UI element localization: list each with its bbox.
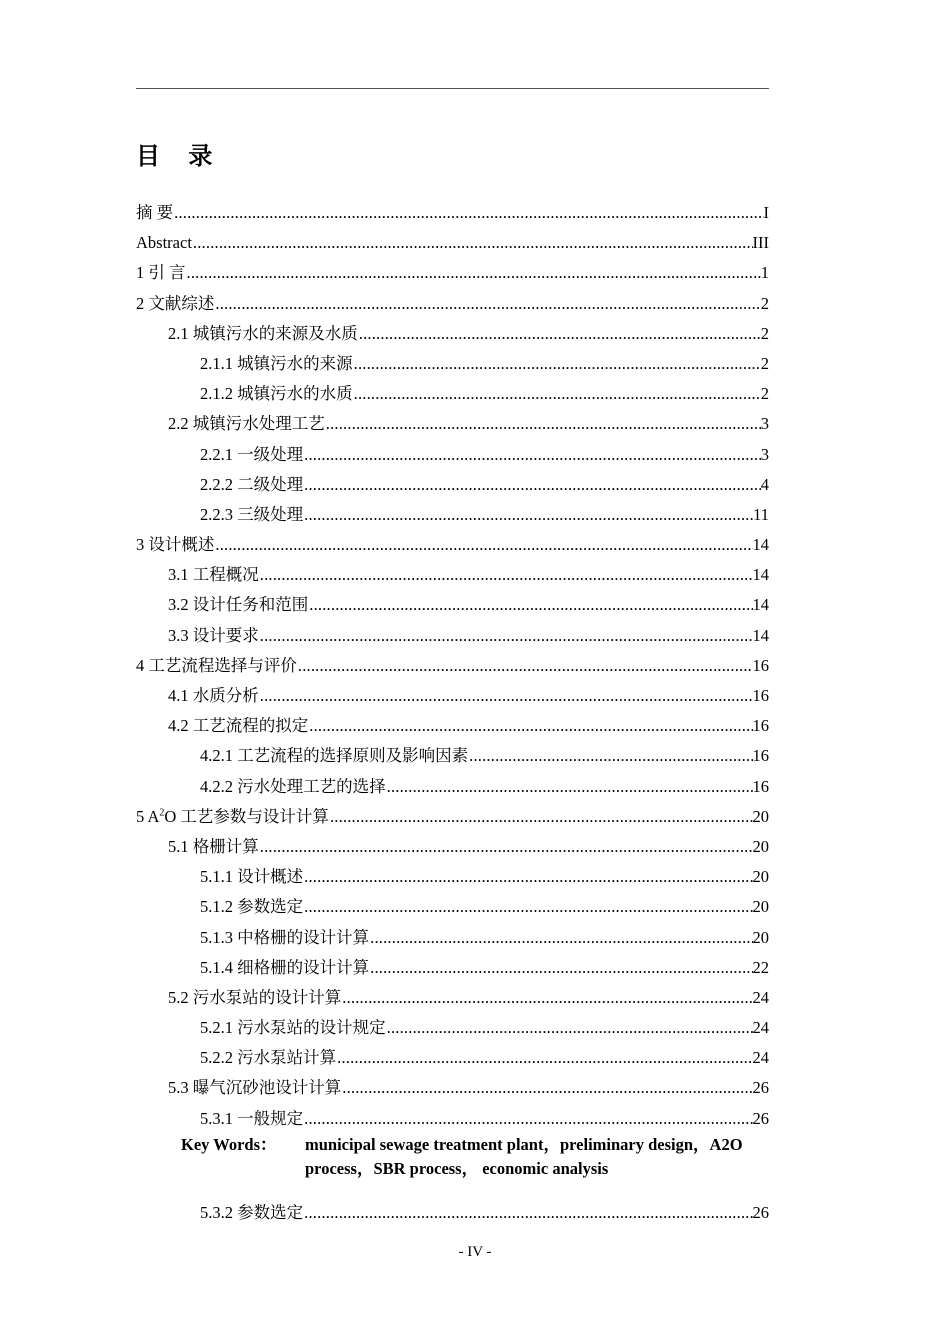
toc-page-number: III: [752, 233, 769, 253]
toc-entry[interactable]: [136, 379, 769, 409]
keywords-line-1: municipal sewage treatment plant，preliminary design，A2O: [305, 1135, 743, 1154]
toc-dot-leader: [215, 289, 760, 319]
toc-page-number: 14: [752, 625, 769, 645]
toc-page-number: 14: [752, 595, 769, 615]
toc-entry[interactable]: [136, 228, 769, 258]
toc-page-number: 2: [760, 384, 769, 404]
toc-entry[interactable]: [136, 953, 769, 983]
toc-entry-title: 2.2.1 一级处理: [200, 444, 304, 464]
toc-entry[interactable]: [136, 409, 769, 439]
toc-entry-title: 3.3 设计要求: [168, 625, 259, 645]
toc-entry-title: 4 工艺流程选择与评价: [136, 655, 297, 675]
toc-entry-title: 2.1.2 城镇污水的水质: [200, 384, 353, 404]
toc-page-number: 1: [760, 263, 769, 283]
toc-dot-leader: [354, 379, 761, 409]
toc-entry[interactable]: [136, 862, 769, 892]
toc-entry-title: 2.2.3 三级处理: [200, 504, 304, 524]
toc-dot-leader: [387, 772, 753, 802]
toc-entry[interactable]: [136, 923, 769, 953]
toc-dot-leader: [260, 681, 753, 711]
toc-dot-leader: [387, 1013, 753, 1043]
toc-dot-leader: [342, 983, 752, 1013]
toc-dot-leader: [193, 228, 753, 258]
toc-page-number: 16: [752, 716, 769, 736]
toc-entry[interactable]: [136, 530, 769, 560]
toc-dot-leader: [174, 198, 763, 228]
toc-entry-title: 5.2.1 污水泵站的设计规定: [200, 1018, 386, 1038]
toc-entry-title: 5.1.4 细格栅的设计计算: [200, 957, 370, 977]
toc-dot-leader: [304, 1198, 752, 1228]
keywords-block: [181, 1133, 821, 1181]
toc-entry-title: 5.3.2 参数选定: [200, 1203, 304, 1222]
header-rule: [136, 88, 769, 89]
toc-entry-title: 5.1 格栅计算: [168, 836, 259, 856]
toc-dot-leader: [304, 1104, 752, 1134]
toc-dot-leader: [337, 1043, 752, 1073]
toc-entry-title: 5.3 曝气沉砂池设计计算: [168, 1078, 342, 1098]
toc-dot-leader: [304, 440, 761, 470]
toc-entry-title: 2.2.2 二级处理: [200, 474, 304, 494]
toc-page-number: 26: [752, 1108, 769, 1128]
toc-entry[interactable]: [136, 772, 769, 802]
toc-dot-leader: [370, 953, 752, 983]
toc-page-number: 14: [752, 535, 769, 555]
toc-entry-title: 4.2.1 工艺流程的选择原则及影响因素: [200, 746, 469, 766]
toc-entry-title: 4.2.2 污水处理工艺的选择: [200, 776, 386, 796]
toc-entry-title: 3.2 设计任务和范围: [168, 595, 309, 615]
toc-entry[interactable]: [136, 621, 769, 651]
toc-dot-leader: [260, 832, 753, 862]
table-of-contents: [136, 198, 769, 1134]
toc-dot-leader: [298, 651, 753, 681]
toc-dot-leader: [309, 711, 752, 741]
toc-dot-leader: [260, 621, 753, 651]
toc-page-number: 20: [752, 927, 769, 947]
toc-entry[interactable]: [136, 983, 769, 1013]
toc-entry[interactable]: [136, 832, 769, 862]
toc-entry[interactable]: [136, 681, 769, 711]
toc-page-number: 4: [760, 474, 769, 494]
toc-entry[interactable]: [136, 1043, 769, 1073]
toc-page-number: 26: [752, 1203, 769, 1222]
toc-dot-leader: [359, 319, 761, 349]
toc-page-number: 2: [760, 353, 769, 373]
toc-page-number: 24: [752, 1048, 769, 1068]
toc-entry[interactable]: [136, 892, 769, 922]
toc-entry-title: 5 $A^2O$ 工艺参数与设计计算: [136, 806, 329, 826]
toc-dot-leader: [330, 802, 753, 832]
toc-entry[interactable]: [136, 1198, 769, 1228]
toc-entry[interactable]: [136, 198, 769, 228]
toc-dot-leader: [370, 923, 752, 953]
toc-entry[interactable]: [136, 470, 769, 500]
toc-entry-title: 5.1.1 设计概述: [200, 867, 304, 887]
page-number-footer: - IV -: [458, 1244, 492, 1260]
toc-entry[interactable]: [136, 1104, 769, 1134]
toc-entry[interactable]: [136, 319, 769, 349]
toc-dot-leader: [342, 1073, 752, 1103]
toc-entry-title: 5.1.2 参数选定: [200, 897, 304, 917]
toc-dot-leader: [354, 349, 761, 379]
keywords-label: Key Words：: [181, 1135, 277, 1154]
toc-entry[interactable]: [136, 741, 769, 771]
keywords-text: [305, 1133, 821, 1181]
toc-entry[interactable]: [136, 500, 769, 530]
toc-entry-title: 4.2 工艺流程的拟定: [168, 716, 309, 736]
toc-page-number: 2: [760, 293, 769, 313]
toc-page-number: 26: [752, 1078, 769, 1098]
toc-entry-title: 5.2.2 污水泵站计算: [200, 1048, 337, 1068]
toc-page-number: 24: [752, 1018, 769, 1038]
toc-page-number: 3: [760, 444, 769, 464]
toc-entry-title: 3.1 工程概况: [168, 565, 259, 585]
toc-entry-title: 1 引 言: [136, 263, 186, 283]
toc-page-number: 22: [752, 957, 769, 977]
page-title: 目 录: [136, 142, 223, 170]
toc-dot-leader: [187, 258, 761, 288]
toc-entry[interactable]: [136, 590, 769, 620]
toc-entry-title: 摘 要: [136, 203, 174, 222]
keywords-line-2: process，SBR process， economic analysis: [305, 1159, 609, 1178]
toc-entry-title: 5.1.3 中格栅的设计计算: [200, 927, 370, 947]
toc-entry-title: 2.1 城镇污水的来源及水质: [168, 323, 358, 343]
toc-entry-title: 5.2 污水泵站的设计计算: [168, 987, 342, 1007]
toc-entry-title: 2.1.1 城镇污水的来源: [200, 353, 353, 373]
toc-entry[interactable]: [136, 258, 769, 288]
toc-dot-leader: [304, 500, 753, 530]
toc-entry-title: 4.1 水质分析: [168, 686, 259, 705]
toc-page-number: I: [763, 203, 769, 222]
toc-dot-leader: [326, 409, 761, 439]
toc-dot-leader: [260, 560, 753, 590]
toc-entry[interactable]: [136, 440, 769, 470]
toc-page-number: 20: [752, 806, 769, 826]
toc-entry[interactable]: [136, 1073, 769, 1103]
toc-dot-leader: [309, 590, 752, 620]
toc-dot-leader: [215, 530, 752, 560]
toc-dot-leader: [469, 741, 752, 771]
toc-entry[interactable]: [136, 349, 769, 379]
toc-page-number: 16: [752, 776, 769, 796]
toc-entry[interactable]: [136, 1013, 769, 1043]
toc-page-number: 20: [752, 867, 769, 887]
toc-entry[interactable]: [136, 560, 769, 590]
toc-entry-title: 3 设计概述: [136, 535, 215, 555]
toc-page-number: 11: [753, 504, 769, 524]
toc-page-number: 16: [752, 746, 769, 766]
table-of-contents-continued: [136, 1198, 769, 1228]
toc-page-number: 2: [760, 323, 769, 343]
toc-entry[interactable]: [136, 651, 769, 681]
toc-page-number: 3: [760, 414, 769, 434]
toc-dot-leader: [304, 892, 752, 922]
toc-entry-title: 2 文献综述: [136, 293, 215, 313]
toc-page-number: 16: [752, 655, 769, 675]
toc-dot-leader: [304, 862, 752, 892]
toc-page-number: 20: [752, 836, 769, 856]
toc-page-number: 24: [752, 987, 769, 1007]
toc-page-number: 14: [752, 565, 769, 585]
toc-entry[interactable]: [136, 802, 769, 832]
toc-dot-leader: [304, 470, 761, 500]
toc-entry[interactable]: [136, 289, 769, 319]
toc-entry-title: 2.2 城镇污水处理工艺: [168, 414, 325, 434]
toc-entry-title: Abstract: [136, 233, 192, 253]
toc-page-number: 16: [752, 686, 769, 705]
toc-entry[interactable]: [136, 711, 769, 741]
toc-page-number: 20: [752, 897, 769, 917]
toc-entry-title: 5.3.1 一般规定: [200, 1108, 304, 1128]
